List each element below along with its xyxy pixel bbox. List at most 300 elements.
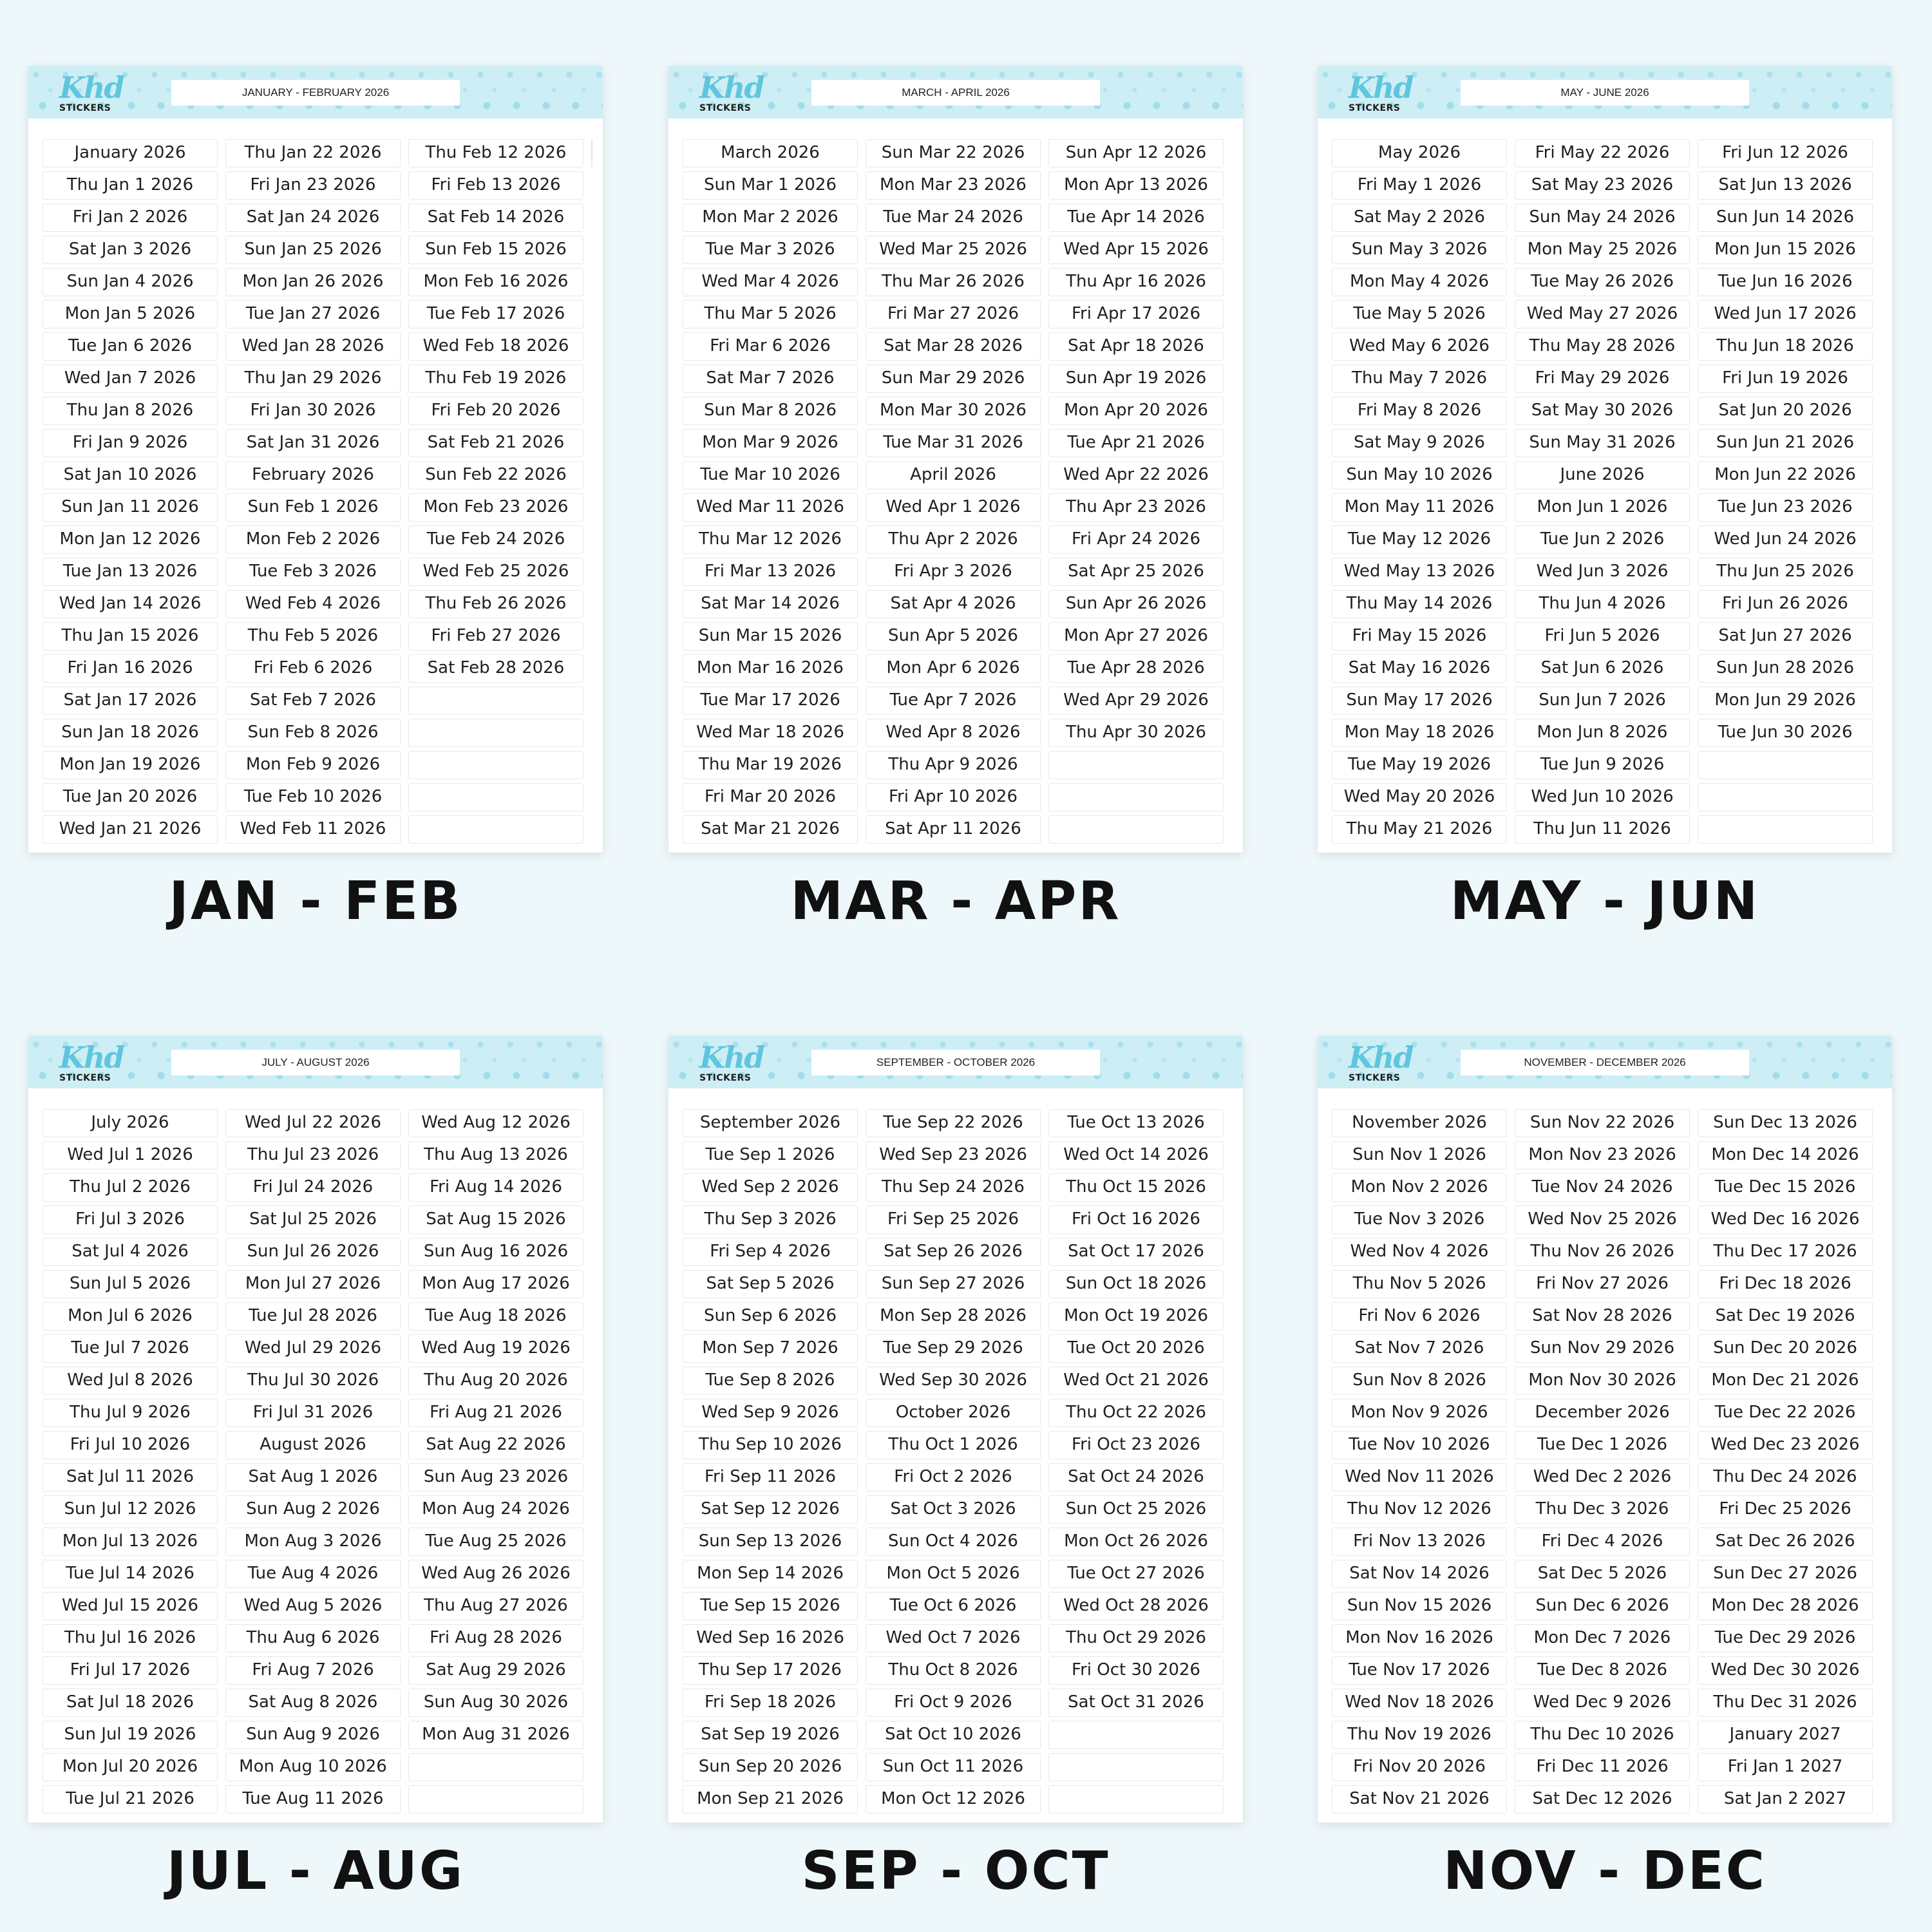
date-sticker: March 2026 [683,139,858,167]
date-sticker: Sun Aug 30 2026 [408,1689,583,1717]
date-sticker: Fri Jul 10 2026 [43,1431,218,1459]
date-sticker: Tue Aug 25 2026 [408,1528,583,1556]
sticker-sheet-sep-oct [668,1036,1243,1823]
date-sticker: Sun Feb 22 2026 [408,461,583,489]
date-sticker: Fri Jan 1 2027 [1698,1753,1873,1781]
date-sticker: Sun Feb 1 2026 [225,493,401,522]
date-sticker: Sat Jul 4 2026 [43,1238,218,1266]
date-sticker: Mon May 4 2026 [1332,268,1507,296]
date-sticker: Wed Feb 11 2026 [225,815,401,844]
date-sticker: Sun Sep 6 2026 [683,1302,858,1331]
date-sticker: Wed Jul 8 2026 [43,1367,218,1395]
date-sticker: Mon Nov 9 2026 [1332,1399,1507,1427]
blank-sticker [1048,1785,1224,1814]
date-sticker: Sat Feb 7 2026 [225,687,401,715]
date-sticker: Sun Mar 15 2026 [683,622,858,650]
date-sticker: Mon Mar 9 2026 [683,429,858,457]
date-sticker: Mon Oct 5 2026 [866,1560,1041,1588]
date-sticker: Tue Mar 3 2026 [683,236,858,264]
sheet-title: MARCH - APRIL 2026 [811,80,1100,106]
date-sticker: Mon Oct 26 2026 [1048,1528,1224,1556]
date-sticker: Fri Jun 12 2026 [1698,139,1873,167]
date-sticker: Tue Sep 15 2026 [683,1592,858,1620]
date-sticker: Mon Nov 2 2026 [1332,1173,1507,1202]
date-sticker: Sat Oct 24 2026 [1048,1463,1224,1492]
date-sticker: Fri Oct 2 2026 [866,1463,1041,1492]
date-sticker: Thu Apr 9 2026 [866,751,1041,779]
date-sticker: Mon Dec 28 2026 [1698,1592,1873,1620]
date-sticker: Thu Mar 26 2026 [866,268,1041,296]
date-sticker: Fri Dec 18 2026 [1698,1270,1873,1298]
date-sticker: Mon Jul 20 2026 [43,1753,218,1781]
date-sticker: Sun Jan 18 2026 [43,719,218,747]
date-sticker: Wed May 6 2026 [1332,332,1507,361]
date-sticker: Mon Jul 27 2026 [225,1270,401,1298]
date-sticker: Mon Nov 30 2026 [1515,1367,1690,1395]
date-sticker: Wed Dec 9 2026 [1515,1689,1690,1717]
date-sticker: Wed Sep 23 2026 [866,1141,1041,1170]
date-sticker: Sat May 30 2026 [1515,397,1690,425]
date-sticker: Mon Apr 13 2026 [1048,171,1224,200]
date-sticker: Tue Jul 14 2026 [43,1560,218,1588]
logo-wordmark: STICKERS [59,103,111,113]
date-sticker: Wed Jan 21 2026 [43,815,218,844]
date-sticker: Fri Oct 23 2026 [1048,1431,1224,1459]
date-sticker: Wed Dec 23 2026 [1698,1431,1873,1459]
date-sticker: Mon Apr 6 2026 [866,654,1041,683]
date-sticker: Thu May 7 2026 [1332,365,1507,393]
date-sticker: October 2026 [866,1399,1041,1427]
date-sticker: Sun May 17 2026 [1332,687,1507,715]
date-sticker: Fri Apr 24 2026 [1048,526,1224,554]
date-sticker: Thu Dec 17 2026 [1698,1238,1873,1266]
date-sticker: June 2026 [1515,461,1690,489]
date-sticker: Sun Jun 14 2026 [1698,204,1873,232]
logo-script: Khd [59,1040,124,1075]
date-sticker: Fri Mar 27 2026 [866,300,1041,328]
date-sticker: Sat Aug 29 2026 [408,1656,583,1685]
date-sticker: Sun Sep 27 2026 [866,1270,1041,1298]
date-sticker: Thu Jan 15 2026 [43,622,218,650]
date-sticker: Fri Apr 3 2026 [866,558,1041,586]
date-sticker: Mon Apr 20 2026 [1048,397,1224,425]
date-sticker: Fri Jun 5 2026 [1515,622,1690,650]
date-sticker: Fri Oct 9 2026 [866,1689,1041,1717]
date-sticker: Thu Sep 3 2026 [683,1206,858,1234]
date-sticker: Thu May 14 2026 [1332,590,1507,618]
date-sticker: Wed Apr 1 2026 [866,493,1041,522]
date-sticker: Sat May 9 2026 [1332,429,1507,457]
date-sticker: Tue Mar 24 2026 [866,204,1041,232]
date-sticker: Thu Mar 5 2026 [683,300,858,328]
date-sticker: Tue Oct 6 2026 [866,1592,1041,1620]
brand-logo [697,1041,768,1086]
date-sticker: Sat Jan 31 2026 [225,429,401,457]
date-sticker: Sat Aug 1 2026 [225,1463,401,1492]
date-sticker: Wed Jun 3 2026 [1515,558,1690,586]
date-sticker: Wed Apr 22 2026 [1048,461,1224,489]
logo-script: Khd [1349,70,1413,105]
date-sticker: Tue Mar 31 2026 [866,429,1041,457]
date-sticker: Sat Jun 13 2026 [1698,171,1873,200]
date-sticker: Sun Mar 29 2026 [866,365,1041,393]
date-sticker: Wed Jul 22 2026 [225,1109,401,1137]
date-sticker: Thu Mar 12 2026 [683,526,858,554]
date-sticker: Sat Aug 8 2026 [225,1689,401,1717]
date-sticker: Sat Feb 28 2026 [408,654,583,683]
date-sticker: Mon Aug 17 2026 [408,1270,583,1298]
date-sticker: Tue May 26 2026 [1515,268,1690,296]
date-sticker: Wed Oct 7 2026 [866,1624,1041,1653]
date-sticker: Fri Nov 6 2026 [1332,1302,1507,1331]
date-sticker: Sat Sep 26 2026 [866,1238,1041,1266]
date-sticker: Thu Jul 30 2026 [225,1367,401,1395]
date-sticker: Sun Mar 22 2026 [866,139,1041,167]
date-sticker: December 2026 [1515,1399,1690,1427]
date-sticker: Fri Sep 11 2026 [683,1463,858,1492]
brand-logo [57,1041,128,1086]
sheet-caption-nov-dec: NOV - DEC [1443,1841,1766,1902]
date-sticker: Sat Jul 11 2026 [43,1463,218,1492]
date-sticker: Sun Dec 27 2026 [1698,1560,1873,1588]
date-sticker: Fri May 1 2026 [1332,171,1507,200]
blank-sticker [408,1785,583,1814]
date-sticker: Wed Oct 28 2026 [1048,1592,1224,1620]
date-sticker: September 2026 [683,1109,858,1137]
date-sticker: Sat May 23 2026 [1515,171,1690,200]
brand-logo [697,71,768,116]
blank-sticker [408,751,583,779]
date-sticker: Thu Jun 18 2026 [1698,332,1873,361]
blank-sticker [408,783,583,811]
date-sticker: Wed Aug 5 2026 [225,1592,401,1620]
date-sticker: Tue Sep 29 2026 [866,1334,1041,1363]
date-sticker: Wed Dec 2 2026 [1515,1463,1690,1492]
logo-script: Khd [1349,1040,1413,1075]
date-sticker: Thu Apr 30 2026 [1048,719,1224,747]
date-sticker: Sun Oct 11 2026 [866,1753,1041,1781]
date-sticker: Wed Aug 26 2026 [408,1560,583,1588]
date-sticker: Wed May 13 2026 [1332,558,1507,586]
date-sticker: Sun Jan 4 2026 [43,268,218,296]
date-sticker: Tue Apr 21 2026 [1048,429,1224,457]
date-sticker: Sun Aug 23 2026 [408,1463,583,1492]
date-sticker-grid [1332,139,1873,844]
date-sticker: Fri Jan 23 2026 [225,171,401,200]
date-sticker: Sun Dec 13 2026 [1698,1109,1873,1137]
date-sticker: Mon Jun 22 2026 [1698,461,1873,489]
date-sticker: Thu Nov 12 2026 [1332,1495,1507,1524]
date-sticker: Fri Aug 28 2026 [408,1624,583,1653]
date-sticker: Wed Sep 30 2026 [866,1367,1041,1395]
sticker-sheet-mar-apr [668,66,1243,853]
date-sticker: Sun Jun 21 2026 [1698,429,1873,457]
date-sticker: Sun May 10 2026 [1332,461,1507,489]
date-sticker: Mon Oct 19 2026 [1048,1302,1224,1331]
logo-wordmark: STICKERS [59,1073,111,1083]
date-sticker: Thu Apr 2 2026 [866,526,1041,554]
blank-sticker [1048,1753,1224,1781]
date-sticker: Sat Jul 25 2026 [225,1206,401,1234]
date-sticker-grid [683,1109,1224,1814]
date-sticker: Sat Dec 19 2026 [1698,1302,1873,1331]
date-sticker: Wed Mar 25 2026 [866,236,1041,264]
date-sticker: Wed Oct 14 2026 [1048,1141,1224,1170]
date-sticker: Mon Oct 12 2026 [866,1785,1041,1814]
date-sticker: Mon Dec 14 2026 [1698,1141,1873,1170]
date-sticker: Tue Nov 10 2026 [1332,1431,1507,1459]
date-sticker: Fri Jun 26 2026 [1698,590,1873,618]
date-sticker: Wed Sep 2 2026 [683,1173,858,1202]
date-sticker: Tue Sep 22 2026 [866,1109,1041,1137]
date-sticker: May 2026 [1332,139,1507,167]
date-sticker: Tue Feb 10 2026 [225,783,401,811]
date-sticker: Wed Sep 9 2026 [683,1399,858,1427]
blank-sticker [1048,815,1224,844]
date-sticker: Fri Apr 10 2026 [866,783,1041,811]
date-sticker: Tue Jan 6 2026 [43,332,218,361]
sheet-banner [1318,1036,1892,1088]
blank-sticker [408,1753,583,1781]
date-sticker: Fri Feb 27 2026 [408,622,583,650]
date-sticker: Sat Mar 28 2026 [866,332,1041,361]
date-sticker: Tue Aug 4 2026 [225,1560,401,1588]
date-sticker: Thu Feb 12 2026 [408,139,583,167]
date-sticker: Wed Mar 4 2026 [683,268,858,296]
date-sticker: Mon Jul 6 2026 [43,1302,218,1331]
date-sticker: Sat Oct 10 2026 [866,1721,1041,1749]
date-sticker: Thu Apr 16 2026 [1048,268,1224,296]
date-sticker: Wed Nov 11 2026 [1332,1463,1507,1492]
date-sticker: Mon Feb 23 2026 [408,493,583,522]
date-sticker: Sat Aug 15 2026 [408,1206,583,1234]
date-sticker: Wed Aug 12 2026 [408,1109,583,1137]
date-sticker: Sat Jan 17 2026 [43,687,218,715]
blank-sticker [1698,815,1873,844]
date-sticker: Thu Jun 4 2026 [1515,590,1690,618]
date-sticker: Fri Mar 13 2026 [683,558,858,586]
date-sticker: Wed Feb 4 2026 [225,590,401,618]
logo-script: Khd [699,1040,764,1075]
date-sticker: Wed Nov 4 2026 [1332,1238,1507,1266]
date-sticker: Mon Sep 14 2026 [683,1560,858,1588]
date-sticker: Wed Jan 28 2026 [225,332,401,361]
date-sticker: Sun Jul 5 2026 [43,1270,218,1298]
date-sticker: Tue Feb 17 2026 [408,300,583,328]
date-sticker: Tue Oct 27 2026 [1048,1560,1224,1588]
date-sticker: Tue Jun 23 2026 [1698,493,1873,522]
date-sticker: Tue Dec 22 2026 [1698,1399,1873,1427]
date-sticker: Sun Apr 26 2026 [1048,590,1224,618]
date-sticker: Sat Feb 14 2026 [408,204,583,232]
date-sticker: Tue Apr 14 2026 [1048,204,1224,232]
date-sticker: Tue Aug 11 2026 [225,1785,401,1814]
date-sticker: Thu May 28 2026 [1515,332,1690,361]
date-sticker: Fri Jul 3 2026 [43,1206,218,1234]
date-sticker: Sun Feb 15 2026 [408,236,583,264]
date-sticker: Thu Apr 23 2026 [1048,493,1224,522]
date-sticker: Mon Jan 5 2026 [43,300,218,328]
date-sticker: Wed Nov 25 2026 [1515,1206,1690,1234]
date-sticker: Sat Nov 7 2026 [1332,1334,1507,1363]
date-sticker: Thu Aug 20 2026 [408,1367,583,1395]
logo-wordmark: STICKERS [699,1073,752,1083]
date-sticker: Sat May 16 2026 [1332,654,1507,683]
date-sticker: Sat Dec 26 2026 [1698,1528,1873,1556]
sheet-title: SEPTEMBER - OCTOBER 2026 [811,1050,1100,1075]
date-sticker: Mon Jul 13 2026 [43,1528,218,1556]
date-sticker: Thu Aug 6 2026 [225,1624,401,1653]
date-sticker: Mon Apr 27 2026 [1048,622,1224,650]
date-sticker-grid [43,139,592,844]
date-sticker: Sat Mar 7 2026 [683,365,858,393]
date-sticker: Tue May 12 2026 [1332,526,1507,554]
sheet-caption-may-jun: MAY - JUN [1450,871,1760,932]
date-sticker: Mon Feb 9 2026 [225,751,401,779]
date-sticker: Tue Mar 10 2026 [683,461,858,489]
date-sticker: Sun Apr 12 2026 [1048,139,1224,167]
date-sticker: February 2026 [225,461,401,489]
sheet-banner [28,66,603,118]
date-sticker: Mon Sep 21 2026 [683,1785,858,1814]
date-sticker: Wed Jan 7 2026 [43,365,218,393]
date-sticker: Tue Jun 2 2026 [1515,526,1690,554]
date-sticker: Fri May 29 2026 [1515,365,1690,393]
date-sticker: Wed Jul 1 2026 [43,1141,218,1170]
date-sticker: Fri Feb 20 2026 [408,397,583,425]
date-sticker: Sun Jul 26 2026 [225,1238,401,1266]
date-sticker: Fri Jul 17 2026 [43,1656,218,1685]
logo-wordmark: STICKERS [1349,1073,1401,1083]
date-sticker: Fri Oct 16 2026 [1048,1206,1224,1234]
date-sticker: Sat Oct 17 2026 [1048,1238,1224,1266]
date-sticker: Fri Feb 13 2026 [408,171,583,200]
date-sticker: Mon Jan 19 2026 [43,751,218,779]
date-sticker: Mon May 25 2026 [1515,236,1690,264]
date-sticker: Wed Jul 29 2026 [225,1334,401,1363]
date-sticker: Thu Dec 3 2026 [1515,1495,1690,1524]
date-sticker: Sat Sep 5 2026 [683,1270,858,1298]
date-sticker: January 2027 [1698,1721,1873,1749]
date-sticker: Tue Jul 21 2026 [43,1785,218,1814]
date-sticker: Tue Dec 29 2026 [1698,1624,1873,1653]
sheet-banner [668,66,1243,118]
date-sticker: Wed May 20 2026 [1332,783,1507,811]
date-sticker: Thu Jul 2 2026 [43,1173,218,1202]
date-sticker: Thu Sep 10 2026 [683,1431,858,1459]
date-sticker: Wed Feb 18 2026 [408,332,583,361]
date-sticker: Thu Jul 23 2026 [225,1141,401,1170]
date-sticker: Tue Dec 8 2026 [1515,1656,1690,1685]
date-sticker: Thu Nov 5 2026 [1332,1270,1507,1298]
date-sticker: Thu Dec 10 2026 [1515,1721,1690,1749]
date-sticker: Thu Feb 19 2026 [408,365,583,393]
blank-sticker [1698,783,1873,811]
date-sticker: Sun Feb 8 2026 [225,719,401,747]
date-sticker: Thu Feb 5 2026 [225,622,401,650]
date-sticker: Thu Oct 8 2026 [866,1656,1041,1685]
blank-sticker [591,139,592,167]
date-sticker: Sun Mar 1 2026 [683,171,858,200]
date-sticker: Thu Nov 19 2026 [1332,1721,1507,1749]
sheet-banner [1318,66,1892,118]
date-sticker: Wed Oct 21 2026 [1048,1367,1224,1395]
date-sticker: Mon Aug 31 2026 [408,1721,583,1749]
date-sticker: Fri Apr 17 2026 [1048,300,1224,328]
date-sticker: Thu Jan 29 2026 [225,365,401,393]
date-sticker: Sun Oct 4 2026 [866,1528,1041,1556]
blank-sticker [1048,751,1224,779]
date-sticker: Wed Jun 17 2026 [1698,300,1873,328]
date-sticker: Tue Feb 3 2026 [225,558,401,586]
date-sticker: Mon Jun 15 2026 [1698,236,1873,264]
date-sticker: Mon Nov 16 2026 [1332,1624,1507,1653]
date-sticker: Thu Dec 24 2026 [1698,1463,1873,1492]
date-sticker: Fri Sep 4 2026 [683,1238,858,1266]
date-sticker: Mon Mar 2 2026 [683,204,858,232]
date-sticker: Fri Mar 20 2026 [683,783,858,811]
date-sticker: Tue Sep 8 2026 [683,1367,858,1395]
date-sticker: Tue Jan 20 2026 [43,783,218,811]
date-sticker: Thu Jan 1 2026 [43,171,218,200]
date-sticker: Thu Jun 25 2026 [1698,558,1873,586]
date-sticker: Tue Jul 7 2026 [43,1334,218,1363]
date-sticker: Fri May 15 2026 [1332,622,1507,650]
date-sticker: Sun Oct 18 2026 [1048,1270,1224,1298]
blank-sticker [1048,1721,1224,1749]
date-sticker: Sat Jan 24 2026 [225,204,401,232]
date-sticker: Thu Sep 24 2026 [866,1173,1041,1202]
date-sticker: Sat Nov 21 2026 [1332,1785,1507,1814]
date-sticker: Tue Jun 9 2026 [1515,751,1690,779]
date-sticker: November 2026 [1332,1109,1507,1137]
date-sticker: Mon Jan 12 2026 [43,526,218,554]
date-sticker: Sun Sep 13 2026 [683,1528,858,1556]
date-sticker: Mon Jun 29 2026 [1698,687,1873,715]
date-sticker: Thu Jul 9 2026 [43,1399,218,1427]
date-sticker: Sun Nov 29 2026 [1515,1334,1690,1363]
date-sticker: Tue Oct 20 2026 [1048,1334,1224,1363]
date-sticker: Wed Jun 10 2026 [1515,783,1690,811]
date-sticker: Fri Sep 25 2026 [866,1206,1041,1234]
date-sticker: Wed May 27 2026 [1515,300,1690,328]
date-sticker: Fri Jan 30 2026 [225,397,401,425]
date-sticker: Mon May 11 2026 [1332,493,1507,522]
blank-sticker [408,719,583,747]
date-sticker: Thu Jun 11 2026 [1515,815,1690,844]
date-sticker: Fri Mar 6 2026 [683,332,858,361]
date-sticker: Sat Feb 21 2026 [408,429,583,457]
date-sticker: Fri Aug 14 2026 [408,1173,583,1202]
date-sticker: Sun Jan 11 2026 [43,493,218,522]
sticker-sheet-may-jun [1318,66,1892,853]
date-sticker: Tue Aug 18 2026 [408,1302,583,1331]
blank-sticker [408,815,583,844]
date-sticker: Thu Oct 29 2026 [1048,1624,1224,1653]
date-sticker: Sun Aug 16 2026 [408,1238,583,1266]
date-sticker: Sun Oct 25 2026 [1048,1495,1224,1524]
date-sticker: Thu Jan 8 2026 [43,397,218,425]
date-sticker: Fri May 8 2026 [1332,397,1507,425]
date-sticker: Fri Oct 30 2026 [1048,1656,1224,1685]
date-sticker: Wed Sep 16 2026 [683,1624,858,1653]
date-sticker: Sun Sep 20 2026 [683,1753,858,1781]
sheet-caption-jul-aug: JUL - AUG [166,1841,465,1902]
logo-script: Khd [59,70,124,105]
date-sticker: Mon Aug 3 2026 [225,1528,401,1556]
date-sticker: Mon May 18 2026 [1332,719,1507,747]
logo-wordmark: STICKERS [1349,103,1401,113]
